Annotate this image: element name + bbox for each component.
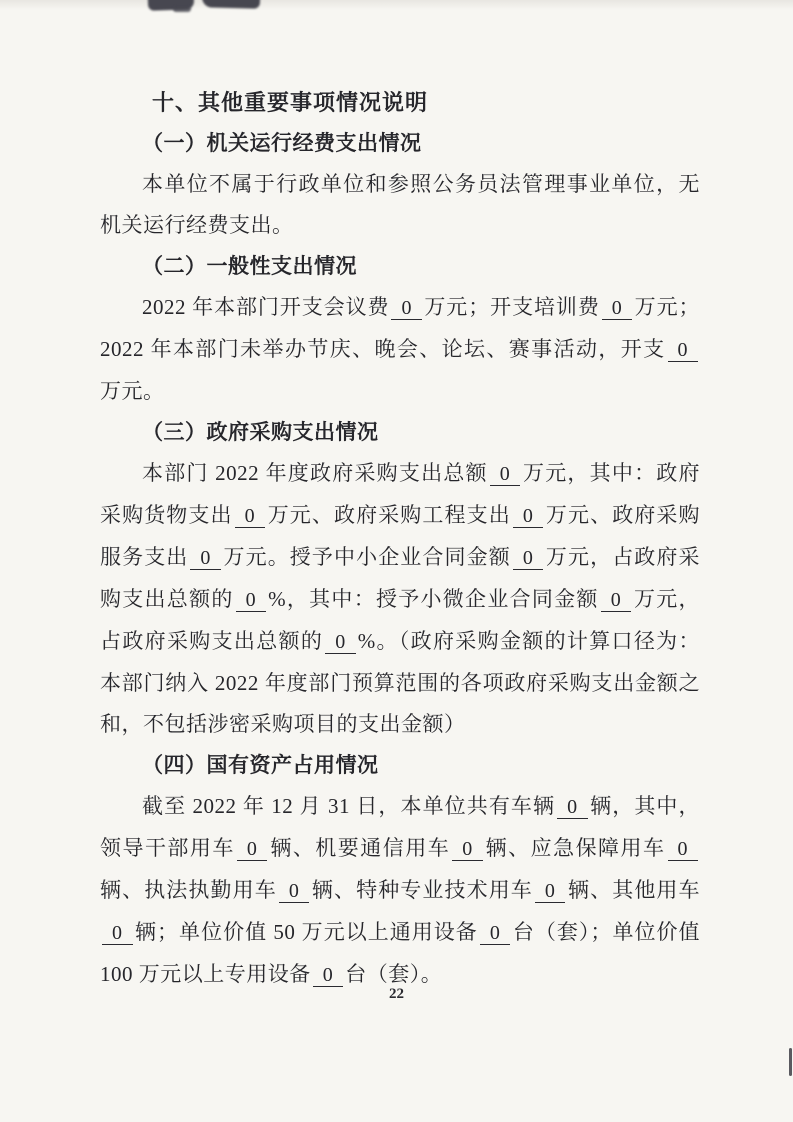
blank-value: 0 <box>102 922 133 945</box>
blank-value: 0 <box>391 297 422 320</box>
blank-value: 0 <box>235 505 266 528</box>
blank-value: 0 <box>668 838 699 861</box>
paragraph: 截至 2022 年 12 月 31 日，本单位共有车辆 0 辆，其中，领导干部用车 0 辆、机要通信用车 0 辆、应急保障用车 0辆、执法执勤用车 0 辆、特种专业技术用车 0 辆、其他用车0 辆；单位价值 50 万元以上通用设备 0 台（套）；单位价值 100 万元以上专用设备 0 台（套）。 <box>100 794 701 986</box>
section-title: （四）国有资产占用情况 <box>142 753 379 777</box>
section-title: （一）机关运行经费支出情况 <box>142 131 422 155</box>
blank-value: 0 <box>480 922 511 945</box>
blank-value: 0 <box>557 796 588 819</box>
page-number: 22 <box>389 986 404 1002</box>
blank-value: 0 <box>313 964 344 987</box>
paragraph: 本部门 2022 年度政府采购支出总额 0 万元，其中：政府采购货物支出 0 万元、政府采购工程支出 0 万元、政府采购服务支出 0 万元。授予中小企业合同金额 0 万元，占政府采购支出总额的 0 %，其中：授予小微企业合同金额 0 万元，占政府采购支出总额的 0 %。（政府采购金额的计算口径为：本部门纳入 2022 年度部门预算范围的各项政府采购支出金额之和，不包括涉密采购项目的支出金额） <box>100 461 701 736</box>
blank-value: 0 <box>513 505 544 528</box>
blank-value: 0 <box>513 547 544 570</box>
blank-value: 0 <box>190 547 221 570</box>
sections-container <box>100 123 700 996</box>
blank-value: 0 <box>535 880 566 903</box>
section-title: （二）一般性支出情况 <box>142 254 357 278</box>
section-title: （三）政府采购支出情况 <box>142 420 379 444</box>
paragraph: 本单位不属于行政单位和参照公务员法管理事业单位，无机关运行经费支出。 <box>100 172 700 237</box>
blank-value: 0 <box>236 589 267 612</box>
blank-value: 0 <box>601 589 632 612</box>
page-title: 十、其他重要事项情况说明 <box>152 90 429 115</box>
paragraph: 2022 年本部门开支会议费 0 万元；开支培训费 0 万元；2022 年本部门未举办节庆、晚会、论坛、赛事活动，开支 0万元。 <box>100 295 701 403</box>
blank-value: 0 <box>602 297 633 320</box>
blank-value: 0 <box>668 339 699 362</box>
blank-value: 0 <box>490 463 521 486</box>
blank-value: 0 <box>325 631 356 654</box>
blank-value: 0 <box>237 838 268 861</box>
blank-value: 0 <box>279 880 310 903</box>
blank-value: 0 <box>452 838 483 861</box>
